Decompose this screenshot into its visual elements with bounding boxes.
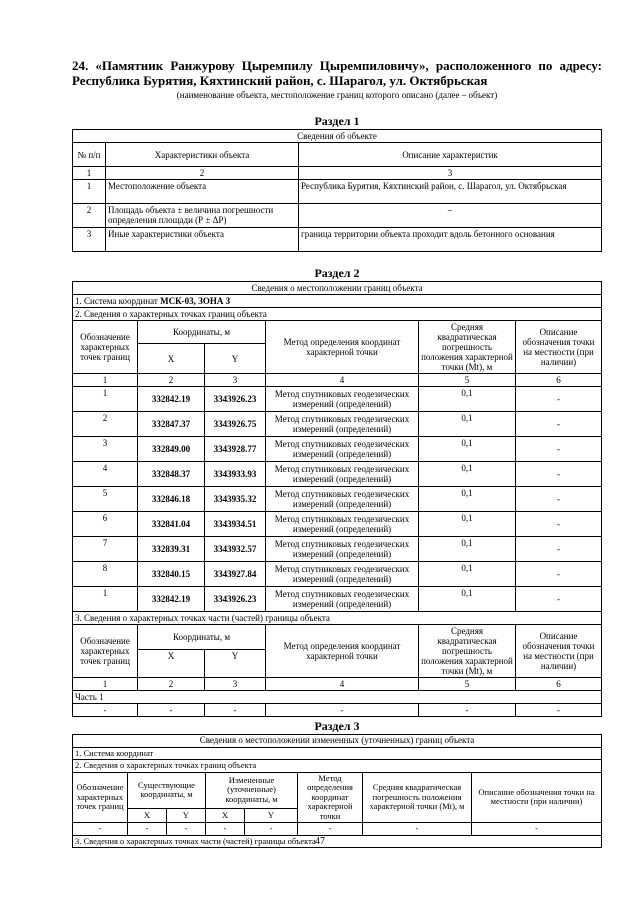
point-error: 0,1 — [419, 587, 516, 612]
section-1-heading: Раздел 1 — [314, 114, 360, 128]
s3-cell: - — [167, 823, 206, 836]
point-description: - — [516, 487, 602, 512]
s1-cell-num: 3 — [73, 228, 106, 252]
point-error: 0,1 — [419, 487, 516, 512]
point-x: 332849.00 — [138, 437, 205, 462]
s3-coord-system: 1. Система координат — [73, 747, 602, 760]
s1-cell-char: Площадь объекта ± величина погрешности определения площади (Р ± ΔР) — [106, 204, 299, 228]
s2-col-coords: Координаты, м — [138, 321, 266, 344]
point-y: 3343926.75 — [205, 412, 266, 437]
table-row — [73, 587, 602, 612]
table-row — [73, 180, 602, 204]
s2-col-method: Метод определения координат характерной точки — [266, 321, 419, 374]
s2-parts-col-point: Обозначение характерных точек границ — [73, 625, 138, 678]
s2-index: 6 — [516, 678, 602, 691]
point-error: 0,1 — [419, 512, 516, 537]
point-y: 3343926.23 — [205, 587, 266, 612]
s2-part-cell: - — [205, 704, 266, 717]
s1-cell-desc: Республика Бурятия, Кяхтинский район, с. Шарагол, ул. Октябрьская — [299, 180, 602, 204]
point-method: Метод спутниковых геодезических измерений (определений) — [266, 512, 419, 537]
table-row — [73, 537, 602, 562]
point-x: 332842.19 — [138, 387, 205, 412]
s1-cell-desc: – — [299, 204, 602, 228]
table-row — [73, 437, 602, 462]
s2-part-cell: - — [138, 704, 205, 717]
table-row — [73, 512, 602, 537]
section-2-table — [72, 281, 602, 717]
point-method: Метод спутниковых геодезических измерений (определений) — [266, 462, 419, 487]
point-y: 3343932.57 — [205, 537, 266, 562]
s2-parts-col-err: Средняя квадратическая погрешность положения характерной точки (Mt), м — [419, 625, 516, 678]
point-x: 332842.19 — [138, 587, 205, 612]
point-y: 3343934.51 — [205, 512, 266, 537]
point-label: 8 — [73, 562, 138, 587]
table-row — [73, 487, 602, 512]
point-error: 0,1 — [419, 387, 516, 412]
table-row — [73, 823, 602, 836]
point-x: 332841.04 — [138, 512, 205, 537]
point-description: - — [516, 437, 602, 462]
table-row — [73, 204, 602, 228]
s2-part-cell: - — [419, 704, 516, 717]
point-x: 332846.18 — [138, 487, 205, 512]
s3-subheading-parts: 3. Сведения о характерных точках части (частей) границы объекта — [73, 835, 602, 848]
point-y: 3343928.77 — [205, 437, 266, 462]
s2-index: 4 — [266, 374, 419, 387]
point-method: Метод спутниковых геодезических измерений (определений) — [266, 437, 419, 462]
s2-parts-col-y: Y — [205, 650, 266, 678]
s1-col-desc: Описание характеристик — [299, 143, 602, 167]
s3-col-exist: Существующие координаты, м — [128, 772, 206, 808]
s3-cell: - — [206, 823, 245, 836]
s2-part-label: Часть 1 — [73, 691, 602, 704]
s1-cell-desc: граница территории объекта проходит вдоль бетонного основания — [299, 228, 602, 252]
s3-cell: - — [363, 823, 472, 836]
s3-col-changed: Измененные (уточненные) координаты, м — [206, 772, 298, 808]
point-label: 3 — [73, 437, 138, 462]
s3-col-changed-x: X — [206, 808, 245, 822]
s2-index: 1 — [73, 374, 138, 387]
s3-col-point: Обозначение характерных точек границ — [73, 772, 128, 823]
s2-coord-system-value: МСК-03, ЗОНА 3 — [160, 296, 231, 306]
point-error: 0,1 — [419, 462, 516, 487]
section-2-heading: Раздел 2 — [314, 266, 360, 280]
s3-cell: - — [245, 823, 298, 836]
s2-parts-col-coords: Координаты, м — [138, 625, 266, 650]
s2-index: 2 — [138, 374, 205, 387]
point-method: Метод спутниковых геодезических измерений (определений) — [266, 412, 419, 437]
s2-part-cell: - — [73, 704, 138, 717]
point-error: 0,1 — [419, 412, 516, 437]
s2-index: 6 — [516, 374, 602, 387]
point-method: Метод спутниковых геодезических измерений (определений) — [266, 562, 419, 587]
point-x: 332839.31 — [138, 537, 205, 562]
s2-col-point: Обозначение характерных точек границ — [73, 321, 138, 374]
s3-col-changed-y: Y — [245, 808, 298, 822]
s2-parts-col-desc: Описание обозначения точки на местности (при наличии) — [516, 625, 602, 678]
table-row — [73, 387, 602, 412]
point-x: 332840.15 — [138, 562, 205, 587]
point-y: 3343935.32 — [205, 487, 266, 512]
s1-cell-char: Местоположение объекта — [106, 180, 299, 204]
point-label: 2 — [73, 412, 138, 437]
s3-cell: - — [472, 823, 602, 836]
point-label: 1 — [73, 587, 138, 612]
s3-subheading: 2. Сведения о характерных точках границ объекта — [73, 760, 602, 773]
point-description: - — [516, 412, 602, 437]
s2-col-err: Средняя квадратическая погрешность положения характерной точки (Mt), м — [419, 321, 516, 374]
point-error: 0,1 — [419, 537, 516, 562]
s2-part-cell: - — [266, 704, 419, 717]
s2-index: 5 — [419, 678, 516, 691]
table-row — [73, 462, 602, 487]
point-description: - — [516, 387, 602, 412]
s3-cell: - — [298, 823, 363, 836]
section-3-table — [72, 734, 602, 848]
s2-col-y: Y — [205, 344, 266, 374]
s2-index: 1 — [73, 678, 138, 691]
table-row — [73, 704, 602, 717]
table-row — [73, 562, 602, 587]
s1-index: 1 — [73, 167, 106, 180]
point-method: Метод спутниковых геодезических измерений (определений) — [266, 387, 419, 412]
object-subtitle: (наименование объекта, местоположение границ которого описано (далее – объект) — [176, 90, 498, 100]
s2-col-x: X — [138, 344, 205, 374]
point-label: 4 — [73, 462, 138, 487]
s2-index: 3 — [205, 678, 266, 691]
s1-col-char: Характеристики объекта — [106, 143, 299, 167]
s2-index: 2 — [138, 678, 205, 691]
section-3-heading: Раздел 3 — [314, 719, 360, 733]
s1-cell-num: 2 — [73, 204, 106, 228]
page-number: 47 — [315, 836, 325, 847]
point-label: 5 — [73, 487, 138, 512]
point-x: 332847.37 — [138, 412, 205, 437]
s1-cell-char: Иные характеристики объекта — [106, 228, 299, 252]
s2-parts-col-x: X — [138, 650, 205, 678]
point-description: - — [516, 512, 602, 537]
section-1-table — [72, 129, 602, 252]
s2-index: 5 — [419, 374, 516, 387]
s3-col-method: Метод определения координат характерной точки — [298, 772, 363, 823]
s2-index: 4 — [266, 678, 419, 691]
s3-caption: Сведения о местоположении измененных (уточненных) границ объекта — [73, 735, 602, 748]
s2-parts-col-method: Метод определения координат характерной точки — [266, 625, 419, 678]
point-label: 6 — [73, 512, 138, 537]
table-row — [73, 412, 602, 437]
point-description: - — [516, 562, 602, 587]
point-error: 0,1 — [419, 562, 516, 587]
s3-col-err: Средняя квадратическая погрешность положения характерной точки (Mt), м — [363, 772, 472, 823]
s3-col-exist-x: X — [128, 808, 167, 822]
s3-cell: - — [128, 823, 167, 836]
s2-col-desc: Описание обозначения точки на местности (при наличии) — [516, 321, 602, 374]
s2-index: 3 — [205, 374, 266, 387]
point-method: Метод спутниковых геодезических измерений (определений) — [266, 487, 419, 512]
s1-caption: Сведения об объекте — [73, 130, 602, 143]
s3-col-desc: Описание обозначения точки на местности (при наличии) — [472, 772, 602, 823]
s2-subheading-parts: 3. Сведения о характерных точках части (частей) границы объекта — [73, 612, 602, 625]
s1-col-num: № п/п — [73, 143, 106, 167]
s2-caption: Сведения о местоположении границ объекта — [73, 282, 602, 295]
point-y: 3343933.93 — [205, 462, 266, 487]
point-y: 3343926.23 — [205, 387, 266, 412]
point-x: 332848.37 — [138, 462, 205, 487]
s1-index: 2 — [106, 167, 299, 180]
s1-cell-num: 1 — [73, 180, 106, 204]
point-method: Метод спутниковых геодезических измерений (определений) — [266, 587, 419, 612]
point-label: 1 — [73, 387, 138, 412]
point-label: 7 — [73, 537, 138, 562]
point-description: - — [516, 587, 602, 612]
s3-col-exist-y: Y — [167, 808, 206, 822]
point-y: 3343927.84 — [205, 562, 266, 587]
point-description: - — [516, 537, 602, 562]
point-error: 0,1 — [419, 437, 516, 462]
object-title: 24. «Памятник Ранжурову Цыремпилу Цыремпиловичу», расположенного по адресу: Республика Бурятия, Кяхтинский район, с. Шарагол, ул. Октябрьская — [72, 58, 602, 88]
s2-coord-system — [73, 295, 602, 308]
s3-cell: - — [73, 823, 128, 836]
s2-part-cell: - — [516, 704, 602, 717]
table-row — [73, 228, 602, 252]
point-description: - — [516, 462, 602, 487]
s2-coord-system-label: 1. Система координат — [75, 296, 161, 306]
s2-subheading: 2. Сведения о характерных точках границ объекта — [73, 308, 602, 321]
s1-index: 3 — [299, 167, 602, 180]
point-method: Метод спутниковых геодезических измерений (определений) — [266, 537, 419, 562]
